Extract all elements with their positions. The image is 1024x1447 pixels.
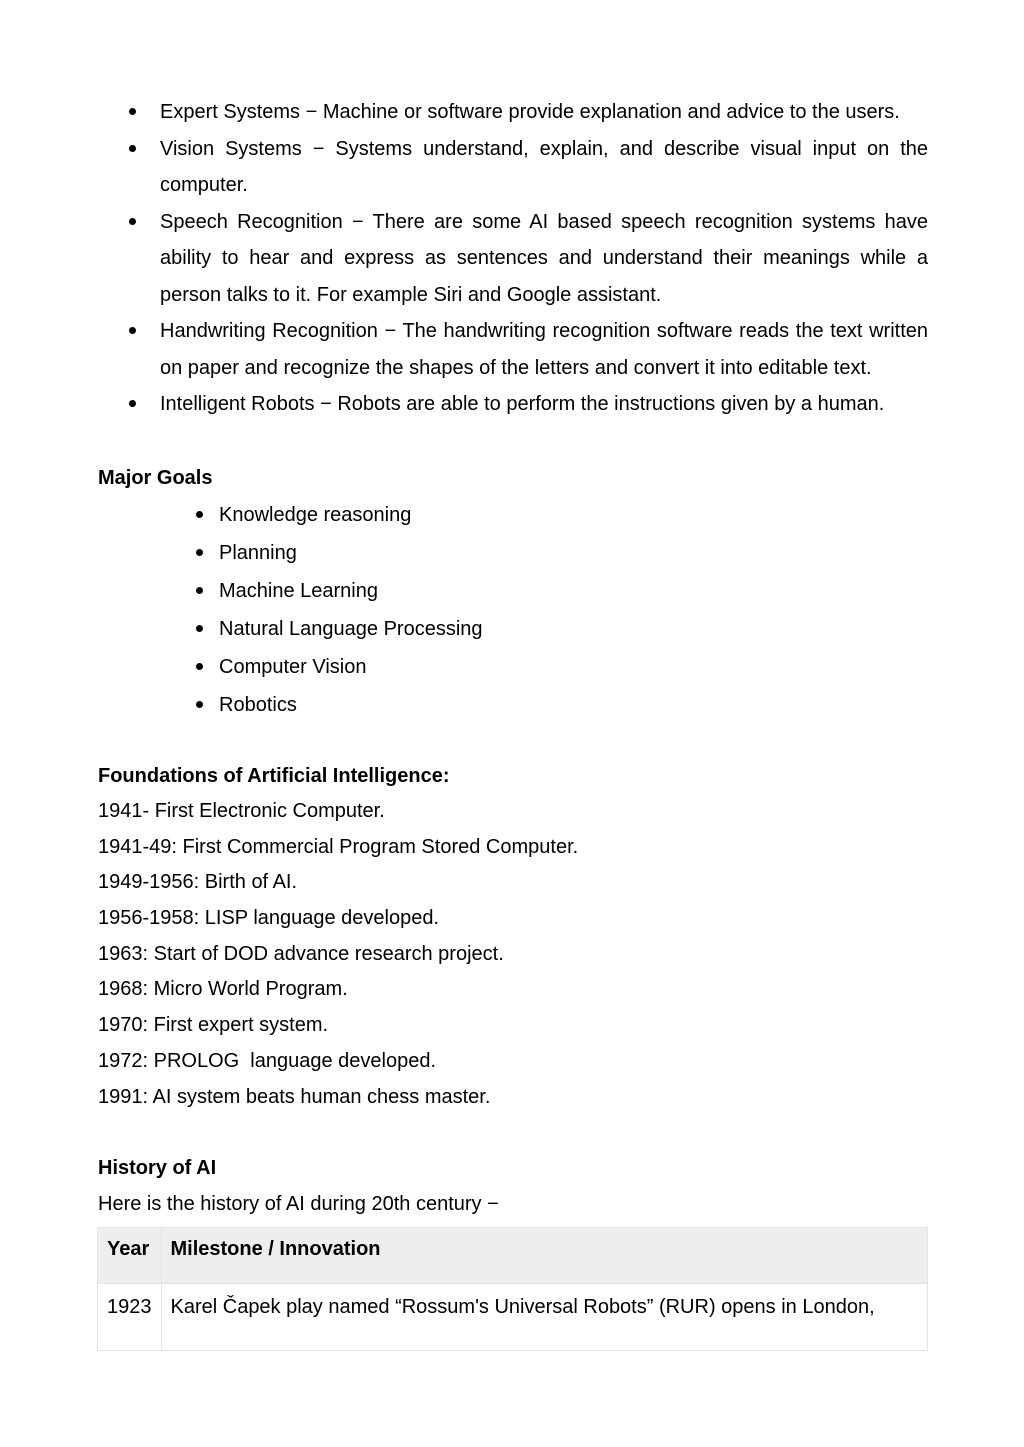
timeline-item: 1963: Start of DOD advance research project. bbox=[98, 942, 504, 965]
column-header-year: Year bbox=[98, 1228, 162, 1284]
timeline-item: 1970: First expert system. bbox=[98, 1014, 329, 1037]
list-item: Vision Systems − Systems understand, explain, and describe visual input on the computer. bbox=[98, 131, 928, 204]
timeline-item: 1968: Micro World Program. bbox=[98, 978, 348, 1001]
list-item: Robotics bbox=[98, 686, 483, 724]
foundations-timeline bbox=[98, 794, 578, 1115]
history-heading: History of AI bbox=[98, 1157, 217, 1179]
list-item: Computer Vision bbox=[98, 648, 483, 686]
table-header-row bbox=[98, 1228, 928, 1284]
list-item: Machine Learning bbox=[98, 572, 483, 610]
timeline-item: 1956-1958: LISP language developed. bbox=[98, 907, 440, 930]
timeline-item: 1941-49: First Commercial Program Stored Computer. bbox=[98, 835, 579, 858]
list-item: Knowledge reasoning bbox=[98, 496, 483, 534]
history-table bbox=[97, 1227, 928, 1351]
table-row bbox=[98, 1284, 928, 1351]
major-goals-heading: Major Goals bbox=[98, 467, 213, 489]
list-item: Expert Systems − Machine or software provide explanation and advice to the users. bbox=[98, 94, 928, 131]
list-item: Speech Recognition − There are some AI based speech recognition systems have ability to hear and express as sentences and understand their meanings while a person talks to it. For example Siri and Google assistant. bbox=[98, 204, 928, 314]
list-item: Planning bbox=[98, 534, 483, 572]
list-item: Handwriting Recognition − The handwriting recognition software reads the text written on paper and recognize the shapes of the letters and convert it into editable text. bbox=[98, 313, 928, 386]
list-item: Natural Language Processing bbox=[98, 610, 483, 648]
timeline-item: 1941- First Electronic Computer. bbox=[98, 800, 385, 822]
cell-milestone: Karel Čapek play named “Rossum's Universal Robots” (RUR) opens in London, bbox=[161, 1284, 928, 1351]
major-goals-list bbox=[98, 496, 483, 724]
timeline-item: 1972: PROLOG language developed. bbox=[98, 1049, 437, 1072]
history-intro: Here is the history of AI during 20th century − bbox=[98, 1193, 499, 1215]
cell-year: 1923 bbox=[98, 1284, 162, 1351]
foundations-heading: Foundations of Artificial Intelligence: bbox=[98, 765, 450, 787]
applications-list bbox=[98, 94, 928, 423]
column-header-milestone: Milestone / Innovation bbox=[161, 1228, 928, 1284]
timeline-item: 1949-1956: Birth of AI. bbox=[98, 871, 298, 894]
list-item: Intelligent Robots − Robots are able to perform the instructions given by a human. bbox=[98, 386, 928, 423]
timeline-item: 1991: AI system beats human chess master. bbox=[98, 1085, 491, 1108]
